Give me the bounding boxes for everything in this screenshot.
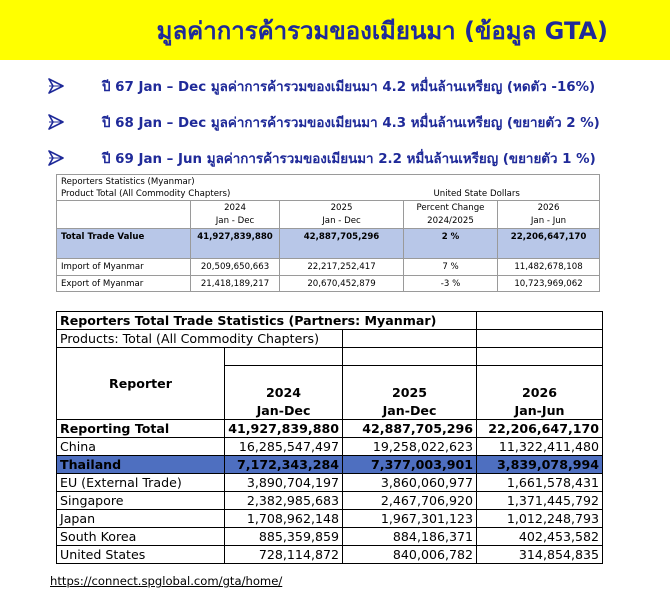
table1-header-blank bbox=[57, 201, 191, 229]
value-cell: 2,467,706,920 bbox=[343, 492, 477, 510]
table1-subcaption: Product Total (All Commodity Chapters) bbox=[57, 188, 404, 201]
table1-cell: 2 % bbox=[404, 229, 498, 245]
value-cell: 42,887,705,296 bbox=[343, 420, 477, 438]
table1-caption: Reporters Statistics (Myanmar) bbox=[57, 175, 600, 188]
value-cell: 41,927,839,880 bbox=[225, 420, 343, 438]
arrow-bullet-icon bbox=[48, 150, 72, 166]
value-cell: 16,285,547,497 bbox=[225, 438, 343, 456]
partner-trade-table bbox=[56, 311, 603, 564]
bullet-text: ปี 69 Jan – Jun มูลค่าการค้ารวมของเมียนมา 2.2 หมื่นล้านเหรียญ (ขยายตัว 1 %) bbox=[102, 151, 596, 167]
table-row bbox=[57, 438, 603, 456]
value-cell: 1,661,578,431 bbox=[477, 474, 603, 492]
table1-cell: 20,509,650,663 bbox=[191, 259, 280, 276]
table-row bbox=[57, 510, 603, 528]
value-cell: 884,186,371 bbox=[343, 528, 477, 546]
table1-row-label: Export of Myanmar bbox=[57, 276, 191, 292]
value-cell: 885,359,859 bbox=[225, 528, 343, 546]
page-title: มูลค่าการค้ารวมของเมียนมา (ข้อมูล GTA) bbox=[156, 16, 608, 45]
bullet-text: ปี 68 Jan – Dec มูลค่าการค้ารวมของเมียนมา 4.3 หมื่นล้านเหรียญ (ขยายตัว 2 %) bbox=[102, 115, 600, 131]
value-cell: 1,967,301,123 bbox=[343, 510, 477, 528]
bullet-item bbox=[48, 140, 648, 176]
table1-cell: 7 % bbox=[404, 259, 498, 276]
table1-header-period: Jan - Dec bbox=[280, 215, 404, 229]
reporter-cell: South Korea bbox=[57, 528, 225, 546]
table2-header-year: 2024 bbox=[225, 384, 343, 402]
table1-row-label: Import of Myanmar bbox=[57, 259, 191, 276]
table-row bbox=[57, 474, 603, 492]
table1-header-year: 2026 bbox=[498, 201, 600, 215]
table1-cell: 22,206,647,170 bbox=[498, 229, 600, 245]
table2-header-period: Jan-Dec bbox=[225, 402, 343, 420]
value-cell: 728,114,872 bbox=[225, 546, 343, 564]
value-cell: 1,708,962,148 bbox=[225, 510, 343, 528]
table1-header-period: 2024/2025 bbox=[404, 215, 498, 229]
table1-row-total bbox=[57, 229, 600, 245]
table-row bbox=[57, 546, 603, 564]
value-cell: 1,012,248,793 bbox=[477, 510, 603, 528]
table1-cell: 21,418,189,217 bbox=[191, 276, 280, 292]
table1-header-period: Jan - Dec bbox=[191, 215, 280, 229]
value-cell: 19,258,022,623 bbox=[343, 438, 477, 456]
table2-header-period: Jan-Dec bbox=[343, 402, 477, 420]
table1-header-year: Percent Change bbox=[404, 201, 498, 215]
arrow-bullet-icon bbox=[48, 114, 72, 130]
table1-cell: 22,217,252,417 bbox=[280, 259, 404, 276]
bullet-text: ปี 67 Jan – Dec มูลค่าการค้ารวมของเมียนมา 4.2 หมื่นล้านเหรียญ (หดตัว -16%) bbox=[102, 79, 596, 95]
table2-products: Products: Total (All Commodity Chapters) bbox=[57, 330, 343, 348]
bullet-list bbox=[48, 68, 648, 176]
table-row bbox=[57, 420, 603, 438]
value-cell: 314,854,835 bbox=[477, 546, 603, 564]
bullet-item bbox=[48, 104, 648, 140]
table2-header-period: Jan-Jun bbox=[477, 402, 603, 420]
reporter-cell: United States bbox=[57, 546, 225, 564]
table1-row-export bbox=[57, 276, 600, 292]
table2-title: Reporters Total Trade Statistics (Partners: Myanmar) bbox=[57, 312, 477, 330]
table1-row-import bbox=[57, 259, 600, 276]
reporter-cell: Thailand bbox=[57, 456, 225, 474]
table1-cell: 41,927,839,880 bbox=[191, 229, 280, 245]
table1-cell: -3 % bbox=[404, 276, 498, 292]
table2-header-year: 2025 bbox=[343, 384, 477, 402]
value-cell: 11,322,411,480 bbox=[477, 438, 603, 456]
table-row bbox=[57, 492, 603, 510]
title-bar bbox=[0, 0, 670, 60]
table1-cell: 42,887,705,296 bbox=[280, 229, 404, 245]
value-cell: 840,006,782 bbox=[343, 546, 477, 564]
value-cell: 7,172,343,284 bbox=[225, 456, 343, 474]
value-cell: 402,453,582 bbox=[477, 528, 603, 546]
value-cell: 3,860,060,977 bbox=[343, 474, 477, 492]
table1-cell: 20,670,452,879 bbox=[280, 276, 404, 292]
reporter-cell: China bbox=[57, 438, 225, 456]
bullet-item bbox=[48, 68, 648, 104]
source-link[interactable]: https://connect.spglobal.com/gta/home/ bbox=[50, 574, 283, 588]
table1-currency: United State Dollars bbox=[404, 188, 600, 201]
value-cell: 3,890,704,197 bbox=[225, 474, 343, 492]
table1-row-spacer bbox=[57, 245, 600, 259]
table1-header-year: 2025 bbox=[280, 201, 404, 215]
reporter-cell: EU (External Trade) bbox=[57, 474, 225, 492]
table-row bbox=[57, 528, 603, 546]
value-cell: 3,839,078,994 bbox=[477, 456, 603, 474]
table1-cell: 11,482,678,108 bbox=[498, 259, 600, 276]
arrow-bullet-icon bbox=[48, 78, 72, 94]
table1-header-period: Jan - Jun bbox=[498, 215, 600, 229]
reporter-cell: Reporting Total bbox=[57, 420, 225, 438]
value-cell: 2,382,985,683 bbox=[225, 492, 343, 510]
value-cell: 22,206,647,170 bbox=[477, 420, 603, 438]
table1-row-label: Total Trade Value bbox=[57, 229, 191, 245]
reporter-cell: Singapore bbox=[57, 492, 225, 510]
value-cell: 1,371,445,792 bbox=[477, 492, 603, 510]
table2-header-year: 2026 bbox=[477, 384, 603, 402]
table-row-thailand bbox=[57, 456, 603, 474]
value-cell: 7,377,003,901 bbox=[343, 456, 477, 474]
table2-reporter-header: Reporter bbox=[57, 348, 225, 420]
table1-header-year: 2024 bbox=[191, 201, 280, 215]
table1-cell: 10,723,969,062 bbox=[498, 276, 600, 292]
reporter-cell: Japan bbox=[57, 510, 225, 528]
myanmar-reporter-table bbox=[56, 174, 600, 292]
